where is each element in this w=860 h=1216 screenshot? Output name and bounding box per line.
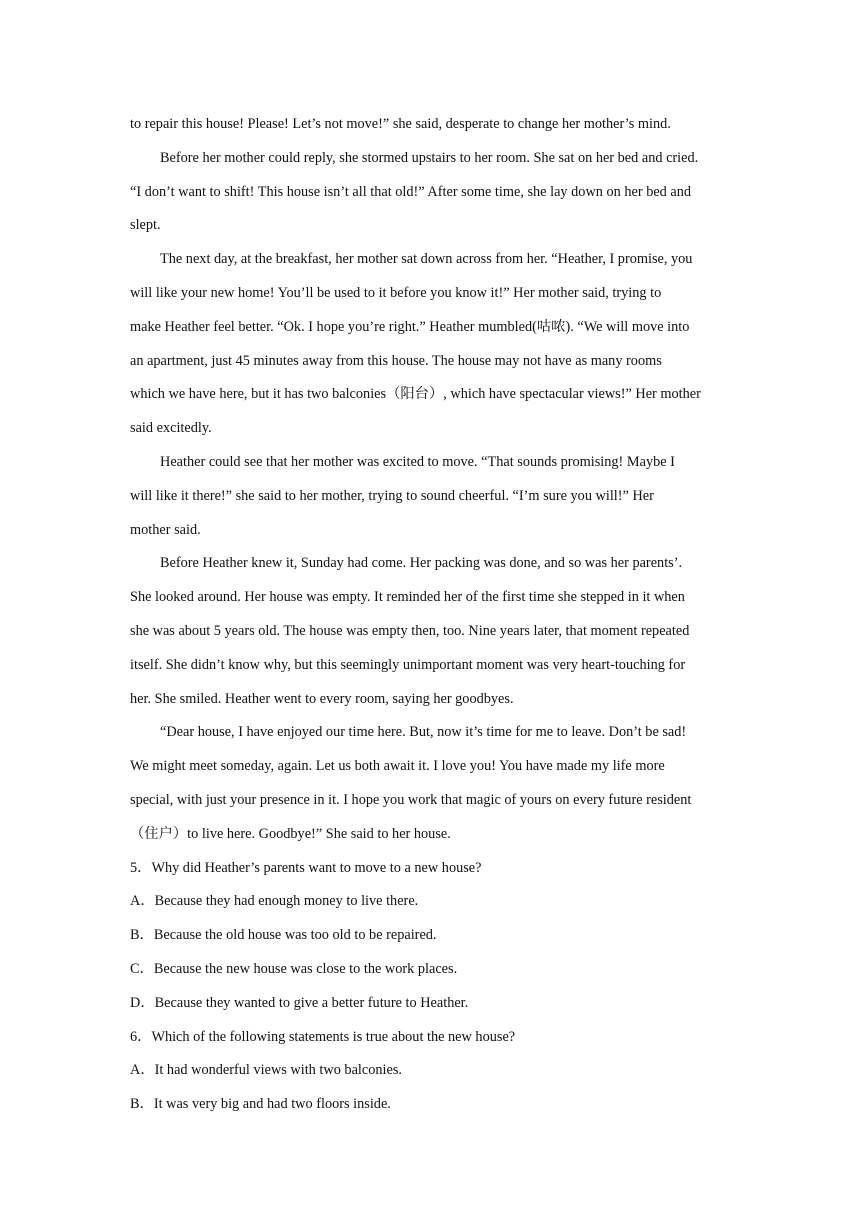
paragraph-start-line: Before Heather knew it, Sunday had come. Her packing was done, and so was her parents’. xyxy=(160,555,683,572)
question-5-option-d: D．Because they wanted to give a better future to Heather. xyxy=(130,994,469,1011)
text-line: her. She smiled. Heather went to every room, saying her goodbyes. xyxy=(130,690,514,707)
text-line: which we have here, but it has two balconies（阳台）, which have spectacular views!” Her mother xyxy=(130,386,701,403)
text-line: slept. xyxy=(130,217,161,234)
text-line: She looked around. Her house was empty. It reminded her of the first time she stepped in it when xyxy=(130,589,685,606)
text-line: We might meet someday, again. Let us both await it. I love you! You have made my life more xyxy=(130,758,665,775)
text-line: said excitedly. xyxy=(130,420,212,437)
question-5-option-a: A．Because they had enough money to live there. xyxy=(130,893,419,910)
text-line: itself. She didn’t know why, but this seemingly unimportant moment was very heart-touching for xyxy=(130,656,686,673)
paragraph-start-line: Heather could see that her mother was excited to move. “That sounds promising! Maybe I xyxy=(160,453,675,470)
text-line: “I don’t want to shift! This house isn’t all that old!” After some time, she lay down on her bed and xyxy=(130,183,692,200)
text-line: will like it there!” she said to her mother, trying to sound cheerful. “I’m sure you will!” Her xyxy=(130,487,654,504)
text-line: make Heather feel better. “Ok. I hope you’re right.” Heather mumbled(咕哝). “We will move into xyxy=(130,318,690,335)
paragraph-start-line: The next day, at the breakfast, her mother sat down across from her. “Heather, I promise, you xyxy=(160,251,693,268)
question-6-option-b: B．It was very big and had two floors inside. xyxy=(130,1096,391,1113)
text-line: mother said. xyxy=(130,521,201,538)
question-5-option-c: C．Because the new house was close to the work places. xyxy=(130,960,458,977)
text-line: she was about 5 years old. The house was empty then, too. Nine years later, that moment repeated xyxy=(130,622,690,639)
document-body xyxy=(130,108,736,1122)
question-5-option-b: B．Because the old house was too old to be repaired. xyxy=(130,927,437,944)
question-6-option-a: A．It had wonderful views with two balconies. xyxy=(130,1062,402,1079)
paragraph-start-line: Before her mother could reply, she stormed upstairs to her room. She sat on her bed and cried. xyxy=(160,149,699,166)
text-line: special, with just your presence in it. I hope you work that magic of yours on every future resident xyxy=(130,791,692,808)
text-line: （住户）to live here. Goodbye!” She said to her house. xyxy=(130,825,451,842)
question-6: 6．Which of the following statements is true about the new house? xyxy=(130,1028,516,1045)
text-line: will like your new home! You’ll be used to it before you know it!” Her mother said, trying to xyxy=(130,284,662,301)
question-5: 5．Why did Heather’s parents want to move to a new house? xyxy=(130,859,482,876)
text-line: to repair this house! Please! Let’s not move!” she said, desperate to change her mother’s mind. xyxy=(130,116,671,132)
text-line: an apartment, just 45 minutes away from this house. The house may not have as many rooms xyxy=(130,352,662,369)
paragraph-start-line: “Dear house, I have enjoyed our time here. But, now it’s time for me to leave. Don’t be sad! xyxy=(160,724,687,741)
